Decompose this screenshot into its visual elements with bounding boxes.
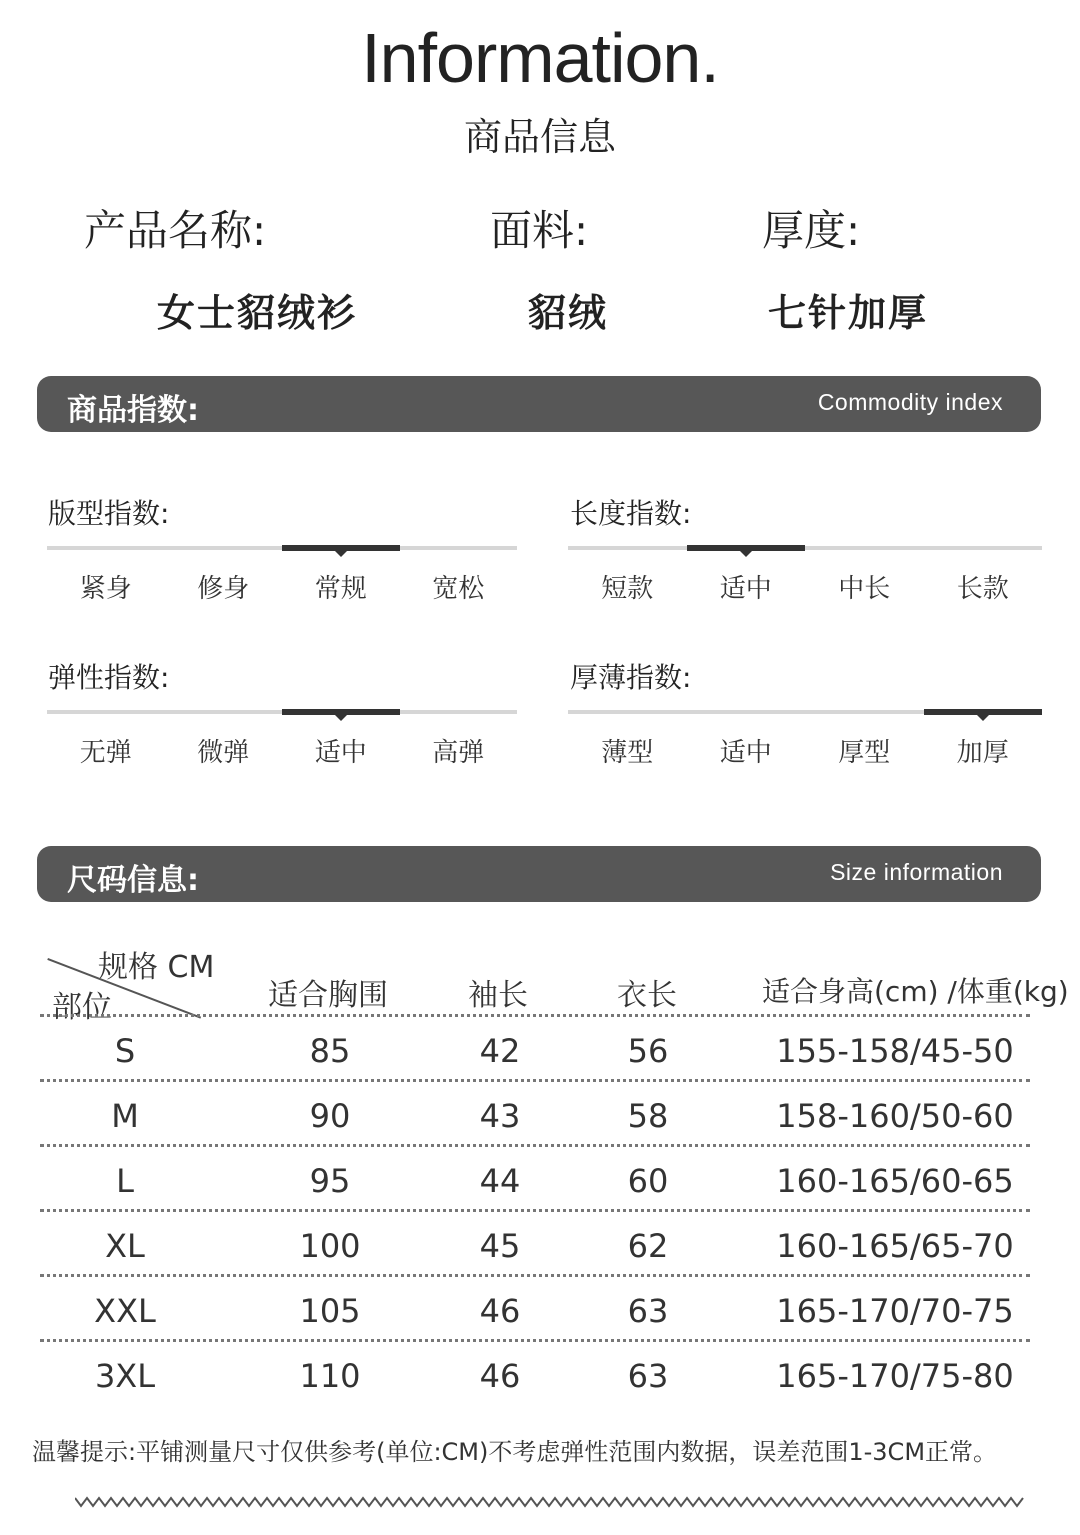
elasticity-index-title: 弹性指数: — [48, 661, 170, 694]
table-divider — [40, 1014, 1030, 1017]
elasticity-index-track — [47, 710, 517, 714]
sleeve-cell: 45 — [479, 1227, 521, 1265]
length-index-selected-marker — [687, 545, 806, 551]
chest-cell: 90 — [309, 1097, 351, 1135]
length-cell: 56 — [627, 1032, 669, 1070]
height-weight-cell: 155-158/45-50 — [776, 1032, 1014, 1070]
length-cell: 63 — [627, 1357, 669, 1395]
chest-cell: 105 — [299, 1292, 361, 1330]
chest-cell: 85 — [309, 1032, 351, 1070]
length-cell: 60 — [627, 1162, 669, 1200]
elasticity-option: 微弹 — [197, 738, 250, 768]
size-cell: 3XL — [94, 1357, 156, 1395]
thinness-option: 薄型 — [601, 738, 654, 768]
height-weight-cell: 160-165/65-70 — [776, 1227, 1014, 1265]
height-weight-cell: 160-165/60-65 — [776, 1162, 1014, 1200]
fit-index-title: 版型指数: — [48, 497, 170, 530]
fit-option: 常规 — [314, 574, 367, 604]
sleeve-cell: 46 — [479, 1292, 521, 1330]
fit-index-options — [47, 568, 517, 605]
thinness-option: 加厚 — [956, 738, 1009, 768]
table-row — [40, 1018, 1030, 1083]
table-corner-part: 部位 — [52, 990, 112, 1025]
sleeve-cell: 44 — [479, 1162, 521, 1200]
fabric-label: 面料: — [490, 206, 589, 255]
zigzag-divider — [75, 1494, 1025, 1512]
size-cell: M — [111, 1097, 139, 1135]
length-option: 适中 — [719, 574, 772, 604]
commodity-index-bar — [37, 376, 1041, 432]
thinness-option: 适中 — [719, 738, 772, 768]
chest-cell: 110 — [299, 1357, 361, 1395]
length-cell: 58 — [627, 1097, 669, 1135]
elasticity-option: 适中 — [314, 738, 367, 768]
size-info-bar — [37, 846, 1041, 902]
elasticity-option: 高弹 — [432, 738, 485, 768]
chest-cell: 95 — [309, 1162, 351, 1200]
chest-cell: 100 — [299, 1227, 361, 1265]
commodity-index-subtitle: Commodity index — [817, 389, 1003, 415]
sleeve-cell: 43 — [479, 1097, 521, 1135]
table-row — [40, 1278, 1030, 1343]
length-cell: 63 — [627, 1292, 669, 1330]
length-index-title: 长度指数: — [570, 497, 692, 530]
size-cell: S — [114, 1032, 136, 1070]
table-header-chest: 适合胸围 — [268, 978, 388, 1013]
thinness-index-options — [568, 732, 1042, 769]
length-index-track — [568, 546, 1042, 550]
height-weight-cell: 165-170/75-80 — [776, 1357, 1014, 1395]
length-cell: 62 — [627, 1227, 669, 1265]
product-name-label: 产品名称: — [84, 206, 267, 255]
table-divider — [40, 1079, 1030, 1082]
thinness-option: 厚型 — [838, 738, 891, 768]
length-option: 短款 — [601, 574, 654, 604]
title-chinese: 商品信息 — [463, 115, 616, 159]
table-row — [40, 1083, 1030, 1148]
fit-index-selected-marker — [282, 545, 400, 551]
size-info-subtitle: Size information — [830, 859, 1003, 885]
table-header-height-weight: 适合身高(cm) /体重(kg) — [762, 975, 1069, 1008]
elasticity-option: 无弹 — [79, 738, 132, 768]
table-row — [40, 1343, 1030, 1408]
elasticity-index-selected-marker — [282, 709, 400, 715]
table-row — [40, 1148, 1030, 1213]
sleeve-cell: 42 — [479, 1032, 521, 1070]
commodity-index-title: 商品指数: — [67, 393, 199, 428]
thinness-index-title: 厚薄指数: — [570, 661, 692, 694]
height-weight-cell: 158-160/50-60 — [776, 1097, 1014, 1135]
size-cell: XL — [105, 1227, 145, 1265]
size-info-title: 尺码信息: — [67, 863, 199, 898]
table-header-length: 衣长 — [617, 978, 677, 1013]
size-cell: XXL — [94, 1292, 156, 1330]
table-row — [40, 1213, 1030, 1278]
thinness-index-track — [568, 710, 1042, 714]
elasticity-index-options — [47, 732, 517, 769]
measurement-tip: 温馨提示:平铺测量尺寸仅供参考(单位:CM)不考虑弹性范围内数据，误差范围1-3CM正常。 — [32, 1438, 998, 1466]
fabric-value: 貂绒 — [528, 291, 609, 335]
title-english: Information. — [361, 19, 719, 97]
thickness-label: 厚度: — [762, 206, 861, 255]
thickness-value: 七针加厚 — [768, 291, 929, 335]
fit-option: 修身 — [197, 574, 250, 604]
product-name-value: 女士貂绒衫 — [157, 291, 358, 335]
table-corner-spec: 规格 CM — [98, 950, 215, 985]
thinness-index-selected-marker — [924, 709, 1043, 715]
table-divider — [40, 1144, 1030, 1147]
height-weight-cell: 165-170/70-75 — [776, 1292, 1014, 1330]
size-cell: L — [116, 1162, 134, 1200]
table-divider — [40, 1339, 1030, 1342]
fit-option: 紧身 — [79, 574, 132, 604]
length-option: 长款 — [956, 574, 1009, 604]
length-index-options — [568, 568, 1042, 605]
table-divider — [40, 1274, 1030, 1277]
length-option: 中长 — [838, 574, 891, 604]
fit-index-track — [47, 546, 517, 550]
table-divider — [40, 1209, 1030, 1212]
fit-option: 宽松 — [432, 574, 485, 604]
sleeve-cell: 46 — [479, 1357, 521, 1395]
table-header-sleeve: 袖长 — [468, 978, 528, 1013]
